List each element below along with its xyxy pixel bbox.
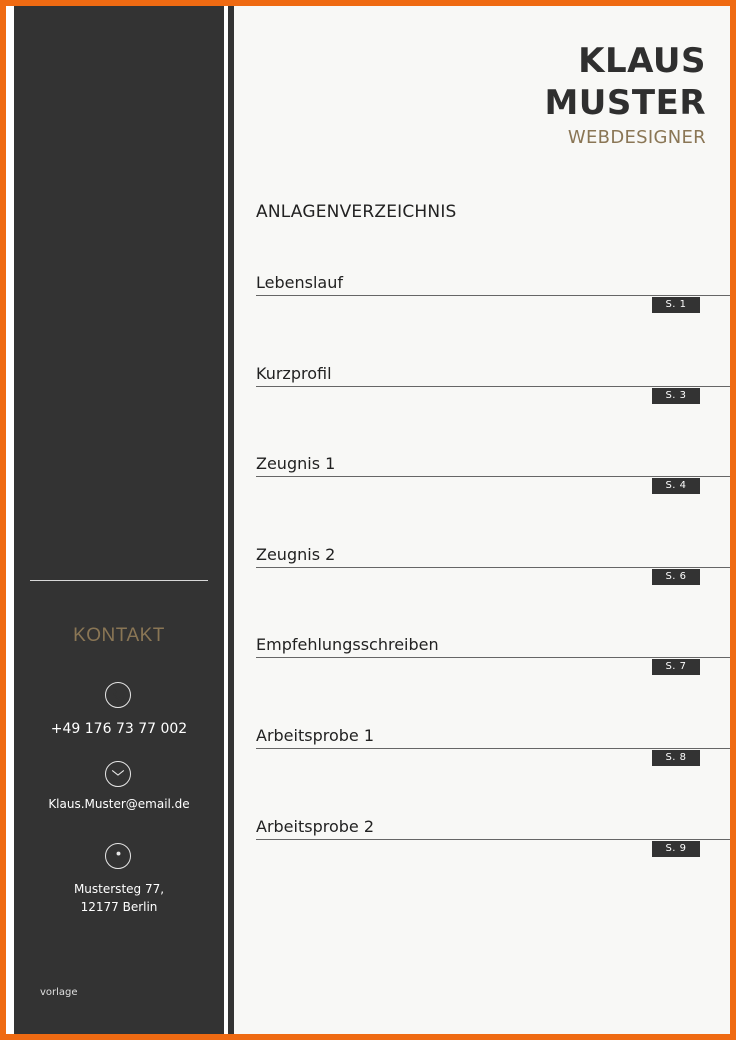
sidebar-divider — [30, 580, 208, 581]
attachment-entry — [256, 364, 730, 404]
document-page — [6, 6, 730, 1034]
entry-rule — [256, 476, 730, 477]
page-badge: S. 4 — [652, 478, 700, 494]
last-name: MUSTER — [544, 83, 706, 123]
page-badge: S. 7 — [652, 659, 700, 675]
contact-heading: KONTAKT — [73, 625, 165, 646]
attachment-entry — [256, 454, 730, 494]
entry-title: Arbeitsprobe 2 — [256, 817, 375, 836]
page-badge: S. 6 — [652, 569, 700, 585]
page-badge: S. 3 — [652, 388, 700, 404]
page-badge: S. 9 — [652, 841, 700, 857]
page-badge: S. 1 — [652, 297, 700, 313]
entry-rule — [256, 567, 730, 568]
attachment-entry — [256, 273, 730, 313]
page-badge: S. 8 — [652, 750, 700, 766]
entry-title: Arbeitsprobe 1 — [256, 726, 375, 745]
attachment-entry — [256, 545, 730, 585]
entry-title: Empfehlungsschreiben — [256, 635, 439, 654]
section-heading: ANLAGENVERZEICHNIS — [256, 202, 457, 222]
entry-title: Zeugnis 1 — [256, 454, 336, 473]
entry-rule — [256, 839, 730, 840]
entry-rule — [256, 748, 730, 749]
address-line-1: Mustersteg 77, — [73, 882, 165, 896]
main-content — [234, 6, 730, 1034]
job-title: WEBDESIGNER — [567, 127, 706, 148]
phone-icon — [105, 682, 131, 708]
first-name: KLAUS — [578, 41, 706, 81]
entry-rule — [256, 657, 730, 658]
entry-title: Kurzprofil — [256, 364, 332, 383]
envelope-icon — [105, 761, 131, 787]
entry-title: Zeugnis 2 — [256, 545, 336, 564]
entry-title: Lebenslauf — [256, 273, 343, 292]
entry-rule — [256, 386, 730, 387]
location-pin-icon — [105, 843, 131, 869]
entry-rule — [256, 295, 730, 296]
phone-number: +49 176 73 77 002 — [50, 721, 188, 737]
attachment-entry — [256, 726, 730, 766]
attachment-entry — [256, 635, 730, 675]
email-address: Klaus.Muster@email.de — [48, 797, 190, 811]
sidebar — [14, 6, 224, 1034]
attachment-entry — [256, 817, 730, 857]
address-line-2: 12177 Berlin — [80, 900, 158, 914]
footer-label: vorlage — [40, 987, 78, 998]
